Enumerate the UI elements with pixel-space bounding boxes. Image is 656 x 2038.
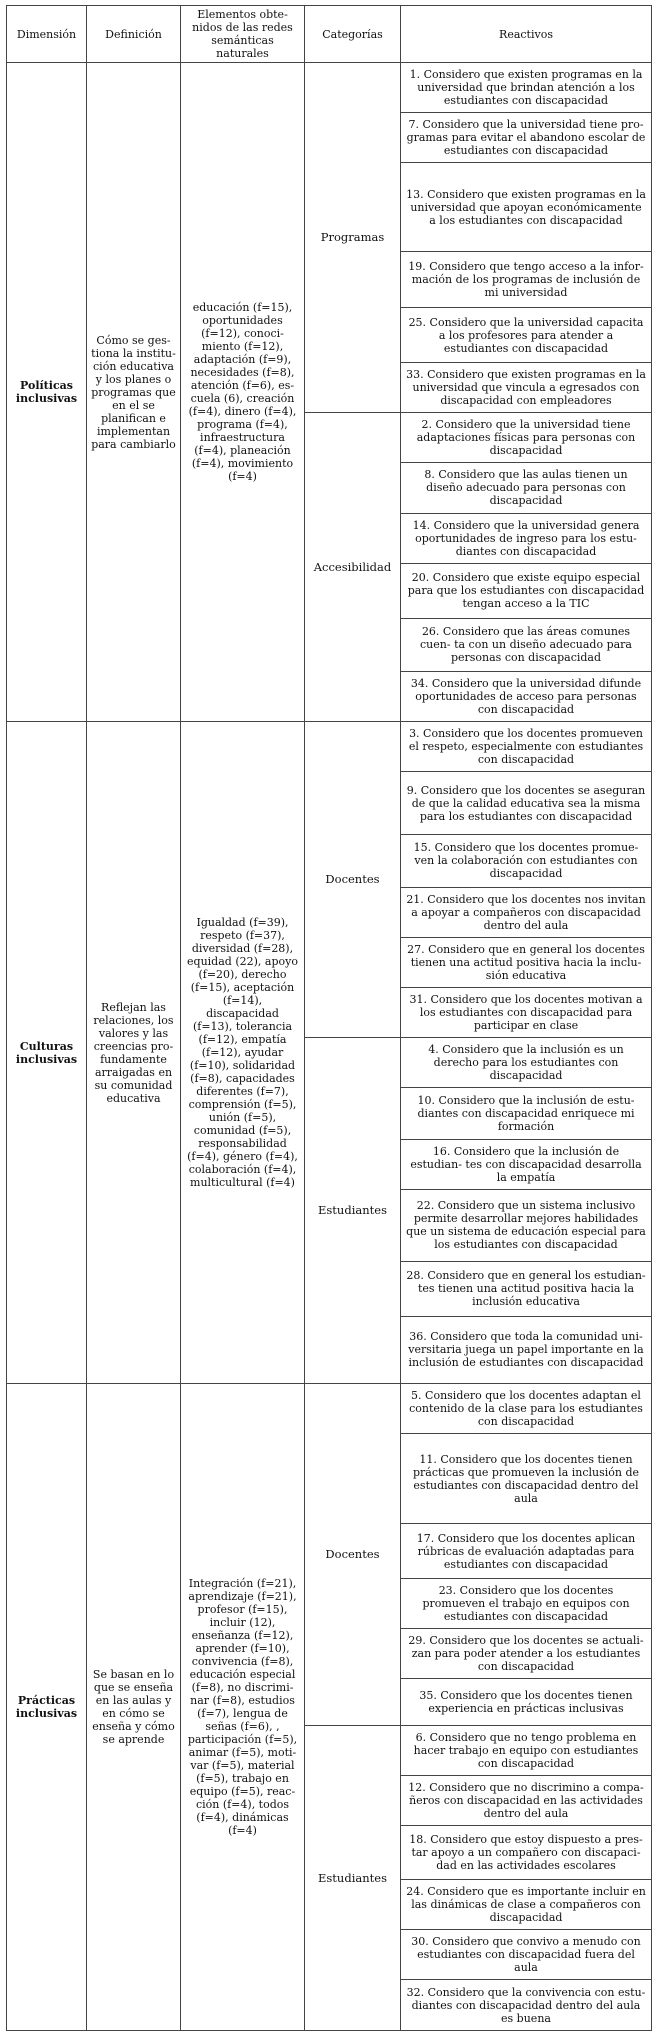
category-cell: Docentes xyxy=(305,722,401,1038)
item-cell: 32. Considero que la convivencia con estu- diantes con discapacidad dentro del aula es buena xyxy=(401,1980,652,2031)
item-cell: 12. Considero que no discrimino a compa- ñeros con discapacidad en las actividades dentro del aula xyxy=(401,1776,652,1826)
category-cell: Programas xyxy=(305,63,401,413)
item-cell: 33. Considero que existen programas en la universidad que vincula a egresados con discapacidad con empleadores xyxy=(401,363,652,413)
item-cell: 30. Considero que convivo a menudo con estudiantes con discapacidad fuera del aula xyxy=(401,1930,652,1980)
definition-cell: Cómo se ges- tiona la institu- ción educativa y los planes o programas que en el se planifican e implementan para cambiarlo xyxy=(87,63,181,722)
definition-cell: Se basan en lo que se enseña en las aulas y en cómo se enseña y cómo se aprende xyxy=(87,1383,181,2030)
item-cell: 15. Considero que los docentes promue- ven la colaboración con estudiantes con discapacidad xyxy=(401,835,652,887)
header-items: Reactivos xyxy=(401,6,652,63)
category-cell: Estudiantes xyxy=(305,1726,401,2031)
item-cell: 10. Considero que la inclusión de estu- diantes con discapacidad enriquece mi formación xyxy=(401,1088,652,1139)
item-cell: 2. Considero que la universidad tiene adaptaciones físicas para personas con discapacidad xyxy=(401,413,652,463)
header-definition: Definición xyxy=(87,6,181,63)
item-cell: 23. Considero que los docentes promueven el trabajo en equipos con estudiantes con discapacidad xyxy=(401,1578,652,1628)
item-cell: 28. Considero que en general los estudian- tes tienen una actitud positiva hacia la inclusión educativa xyxy=(401,1261,652,1316)
item-cell: 5. Considero que los docentes adaptan el contenido de la clase para los estudiantes con discapacidad xyxy=(401,1383,652,1433)
item-cell: 3. Considero que los docentes promueven el respeto, especialmente con estudiantes con discapacidad xyxy=(401,722,652,772)
elements-cell: Integración (f=21), aprendizaje (f=21), profesor (f=15), incluir (12), enseñanza (f=12), aprender (f=10), convivencia (f=8), educación especial (f=8), no discrimi- nar (f=8), estudios (f=7), lengua de señas (f=6), , participación (f=5), animar (f=5), moti- var (f=5), material (f=5), trabajo en equipo (f=5), reac- ción (f=4), todos (f=4), dinámicas (f=4) xyxy=(181,1383,305,2030)
dimension-cell: Prácticas inclusivas xyxy=(7,1383,87,2030)
item-cell: 14. Considero que la universidad genera oportunidades de ingreso para los estu- diantes con discapacidad xyxy=(401,513,652,563)
item-cell: 20. Considero que existe equipo especial para que los estudiantes con discapacidad tengan acceso a la TIC xyxy=(401,563,652,618)
category-cell: Accesibilidad xyxy=(305,413,401,722)
item-cell: 36. Considero que toda la comunidad uni- versitaria juega un papel importante en la inclusión de estudiantes con discapacidad xyxy=(401,1316,652,1383)
item-cell: 1. Considero que existen programas en la universidad que brindan atención a los estudiantes con discapacidad xyxy=(401,63,652,113)
item-cell: 11. Considero que los docentes tienen prácticas que promueven la inclusión de estudiantes con discapacidad dentro del aula xyxy=(401,1434,652,1524)
item-cell: 17. Considero que los docentes aplican rúbricas de evaluación adaptadas para estudiantes con discapacidad xyxy=(401,1524,652,1579)
reactivos-table xyxy=(6,5,652,2031)
dimension-cell: Políticas inclusivas xyxy=(7,63,87,722)
item-cell: 35. Considero que los docentes tienen experiencia en prácticas inclusivas xyxy=(401,1679,652,1726)
header-elements: Elementos obte- nidos de las redes semánticas naturales xyxy=(181,6,305,63)
item-cell: 31. Considero que los docentes motivan a los estudiantes con discapacidad para participar en clase xyxy=(401,988,652,1038)
item-cell: 24. Considero que es importante incluir en las dinámicas de clase a compañeros con discapacidad xyxy=(401,1880,652,1930)
item-cell: 13. Considero que existen programas en la universidad que apoyan económicamente a los estudiantes con discapacidad xyxy=(401,163,652,252)
item-cell: 34. Considero que la universidad difunde oportunidades de acceso para personas con discapacidad xyxy=(401,672,652,722)
item-cell: 27. Considero que en general los docentes tienen una actitud positiva hacia la inclu- sión educativa xyxy=(401,937,652,987)
item-cell: 25. Considero que la universidad capacita a los profesores para atender a estudiantes con discapacidad xyxy=(401,308,652,363)
header-categories: Categorías xyxy=(305,6,401,63)
table-row xyxy=(7,722,652,772)
dimension-cell: Culturas inclusivas xyxy=(7,722,87,1384)
item-cell: 26. Considero que las áreas comunes cuen- ta con un diseño adecuado para personas con discapacidad xyxy=(401,618,652,672)
table-row xyxy=(7,1383,652,1433)
item-cell: 22. Considero que un sistema inclusivo permite desarrollar mejores habilidades que un sistema de educación especial para los estudiantes con discapacidad xyxy=(401,1189,652,1261)
definition-cell: Reflejan las relaciones, los valores y las creencias pro- fundamente arraigadas en su comunidad educativa xyxy=(87,722,181,1384)
item-cell: 19. Considero que tengo acceso a la infor- mación de los programas de inclusión de mi universidad xyxy=(401,252,652,308)
item-cell: 16. Considero que la inclusión de estudian- tes con discapacidad desarrolla la empatía xyxy=(401,1139,652,1189)
item-cell: 8. Considero que las aulas tienen un diseño adecuado para personas con discapacidad xyxy=(401,463,652,513)
category-cell: Docentes xyxy=(305,1383,401,1725)
category-cell: Estudiantes xyxy=(305,1038,401,1384)
item-cell: 18. Considero que estoy dispuesto a pres- tar apoyo a un compañero con discapaci- dad en las actividades escolares xyxy=(401,1826,652,1880)
elements-cell: Igualdad (f=39), respeto (f=37), diversidad (f=28), equidad (22), apoyo (f=20), derecho (f=15), aceptación (f=14), discapacidad (f=13), tolerancia (f=12), empatía (f=12), ayudar (f=10), solidaridad (f=8), capacidades diferentes (f=7), comprensión (f=5), unión (f=5), comunidad (f=5), responsabilidad (f=4), género (f=4), colaboración (f=4), multicultural (f=4) xyxy=(181,722,305,1384)
item-cell: 9. Considero que los docentes se aseguran de que la calidad educativa sea la misma para los estudiantes con discapacidad xyxy=(401,772,652,835)
header-dimension: Dimensión xyxy=(7,6,87,63)
item-cell: 21. Considero que los docentes nos invitan a apoyar a compañeros con discapacidad dentro del aula xyxy=(401,887,652,937)
item-cell: 6. Considero que no tengo problema en hacer trabajo en equipo con estudiantes con discapacidad xyxy=(401,1726,652,1776)
elements-cell: educación (f=15), oportunidades (f=12), conoci- miento (f=12), adaptación (f=9), necesidades (f=8), atención (f=6), es- cuela (6), creación (f=4), dinero (f=4), programa (f=4), infraestructura (f=4), planeación (f=4), movimiento (f=4) xyxy=(181,63,305,722)
item-cell: 29. Considero que los docentes se actuali- zan para poder atender a los estudiantes con discapacidad xyxy=(401,1629,652,1679)
table-row xyxy=(7,63,652,113)
header-row xyxy=(7,6,652,63)
item-cell: 7. Considero que la universidad tiene pro- gramas para evitar el abandono escolar de estudiantes con discapacidad xyxy=(401,113,652,163)
item-cell: 4. Considero que la inclusión es un derecho para los estudiantes con discapacidad xyxy=(401,1038,652,1088)
